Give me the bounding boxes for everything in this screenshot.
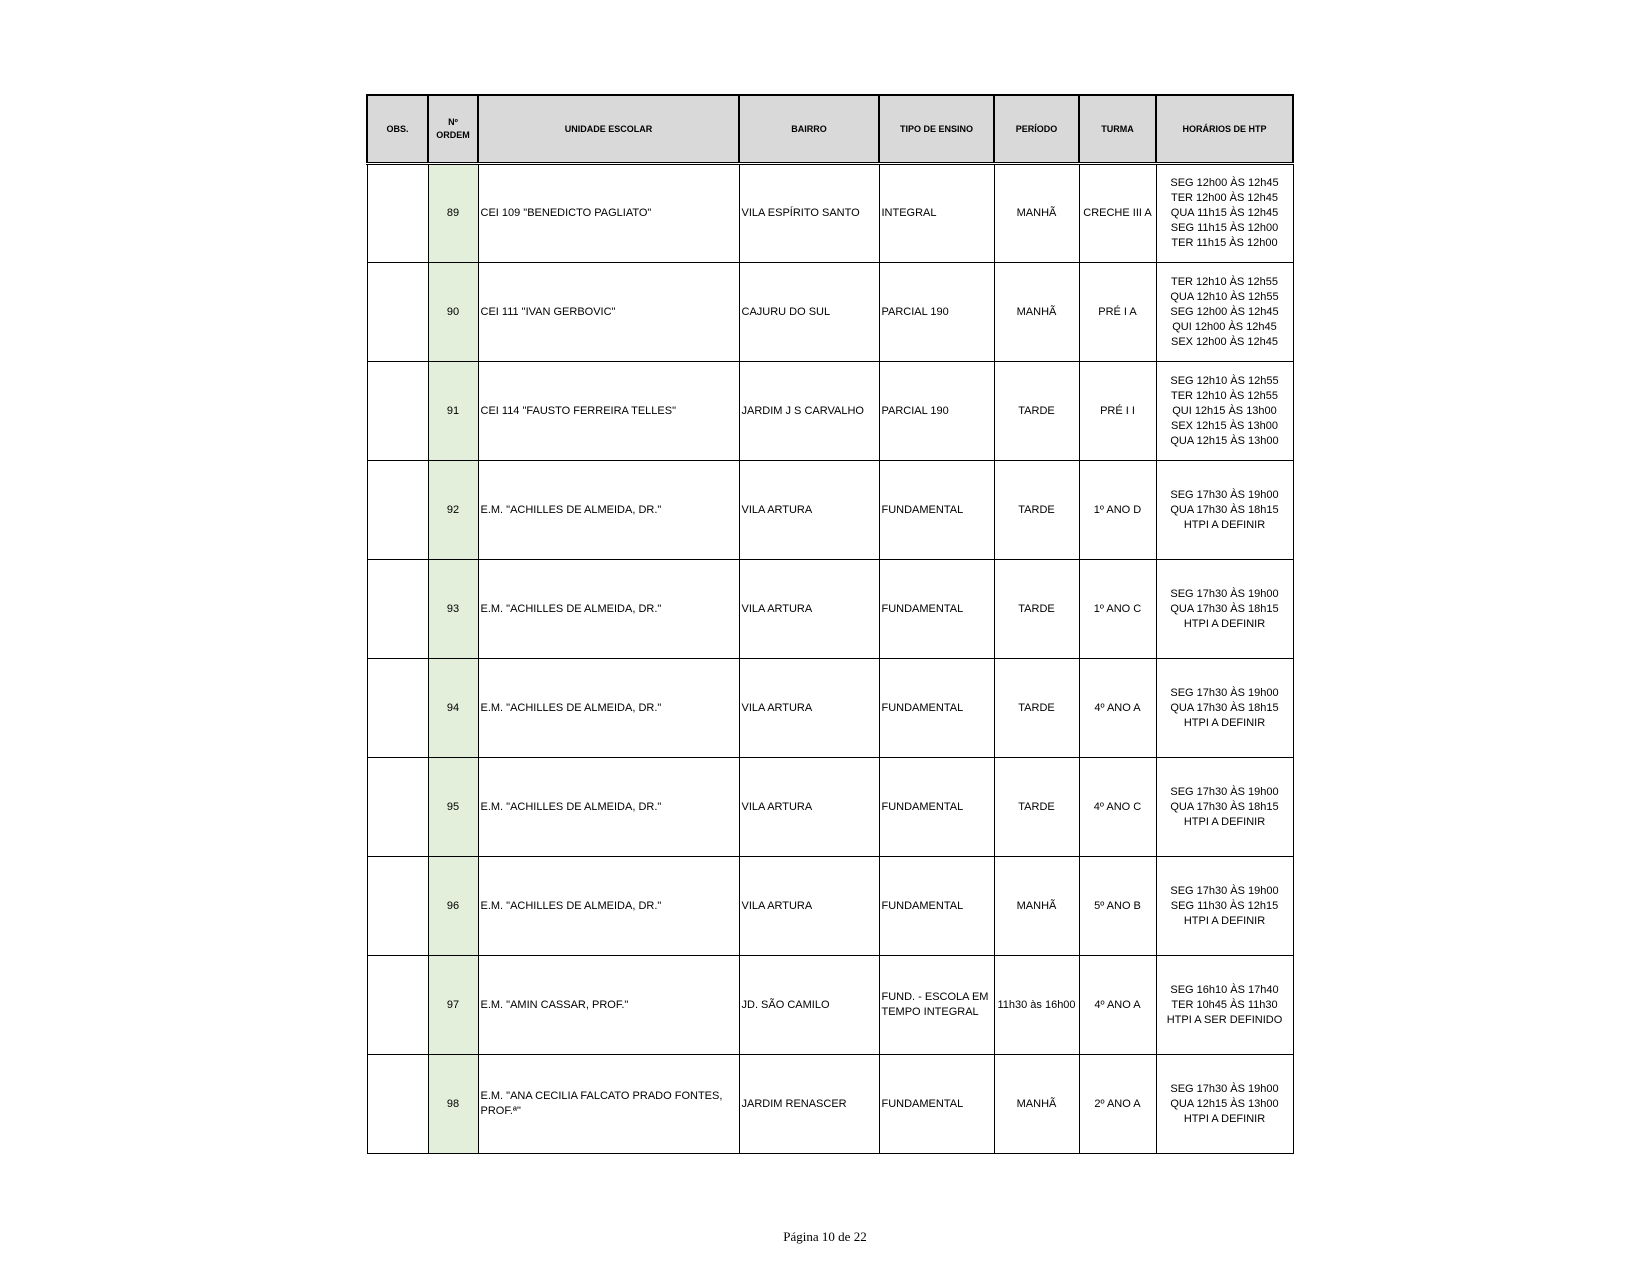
- cell-ordem: 93: [428, 560, 478, 659]
- cell-ordem: 98: [428, 1055, 478, 1154]
- cell-bairro: VILA ARTURA: [739, 560, 879, 659]
- cell-tipo: FUNDAMENTAL: [879, 659, 994, 758]
- cell-periodo: 11h30 às 16h00: [994, 956, 1079, 1055]
- cell-unidade: E.M. "ANA CECILIA FALCATO PRADO FONTES, PROF.ª": [478, 1055, 739, 1154]
- cell-tipo: FUNDAMENTAL: [879, 560, 994, 659]
- cell-bairro: JARDIM RENASCER: [739, 1055, 879, 1154]
- cell-horarios: SEG 17h30 ÀS 19h00 QUA 17h30 ÀS 18h15 HTPI A DEFINIR: [1156, 560, 1293, 659]
- cell-periodo: MANHÃ: [994, 263, 1079, 362]
- cell-unidade: E.M. "ACHILLES DE ALMEIDA, DR.": [478, 857, 739, 956]
- cell-tipo: PARCIAL 190: [879, 263, 994, 362]
- cell-bairro: VILA ARTURA: [739, 659, 879, 758]
- table-row: [367, 263, 1293, 362]
- cell-tipo: FUNDAMENTAL: [879, 758, 994, 857]
- header-turma: TURMA: [1079, 95, 1156, 164]
- cell-turma: 4º ANO A: [1079, 659, 1156, 758]
- table-row: [367, 857, 1293, 956]
- cell-unidade: CEI 114 "FAUSTO FERREIRA TELLES": [478, 362, 739, 461]
- cell-obs: [367, 1055, 428, 1154]
- cell-horarios: SEG 17h30 ÀS 19h00 SEG 11h30 ÀS 12h15 HTPI A DEFINIR: [1156, 857, 1293, 956]
- cell-obs: [367, 164, 428, 263]
- cell-turma: 4º ANO A: [1079, 956, 1156, 1055]
- table-row: [367, 560, 1293, 659]
- cell-periodo: MANHÃ: [994, 164, 1079, 263]
- cell-turma: PRÉ I A: [1079, 263, 1156, 362]
- page-footer: Página 10 de 22: [783, 1229, 867, 1244]
- cell-periodo: TARDE: [994, 659, 1079, 758]
- cell-tipo: INTEGRAL: [879, 164, 994, 263]
- cell-horarios: SEG 12h10 ÀS 12h55 TER 12h10 ÀS 12h55 QUI 12h15 ÀS 13h00 SEX 12h15 ÀS 13h00 QUA 12h15 ÀS 13h00: [1156, 362, 1293, 461]
- table-row: [367, 362, 1293, 461]
- cell-unidade: CEI 111 "IVAN GERBOVIC": [478, 263, 739, 362]
- cell-unidade: E.M. "ACHILLES DE ALMEIDA, DR.": [478, 659, 739, 758]
- cell-periodo: TARDE: [994, 362, 1079, 461]
- cell-bairro: VILA ARTURA: [739, 461, 879, 560]
- cell-unidade: E.M. "AMIN CASSAR, PROF.": [478, 956, 739, 1055]
- cell-ordem: 91: [428, 362, 478, 461]
- cell-horarios: SEG 17h30 ÀS 19h00 QUA 17h30 ÀS 18h15 HTPI A DEFINIR: [1156, 758, 1293, 857]
- cell-horarios: SEG 16h10 ÀS 17h40 TER 10h45 ÀS 11h30 HTPI A SER DEFINIDO: [1156, 956, 1293, 1055]
- header-tipo-ensino: TIPO DE ENSINO: [879, 95, 994, 164]
- cell-bairro: VILA ARTURA: [739, 758, 879, 857]
- cell-unidade: E.M. "ACHILLES DE ALMEIDA, DR.": [478, 560, 739, 659]
- cell-turma: 2º ANO A: [1079, 1055, 1156, 1154]
- cell-bairro: VILA ARTURA: [739, 857, 879, 956]
- cell-obs: [367, 758, 428, 857]
- cell-periodo: TARDE: [994, 560, 1079, 659]
- cell-obs: [367, 560, 428, 659]
- cell-turma: 1º ANO C: [1079, 560, 1156, 659]
- cell-ordem: 92: [428, 461, 478, 560]
- cell-horarios: SEG 17h30 ÀS 19h00 QUA 17h30 ÀS 18h15 HTPI A DEFINIR: [1156, 461, 1293, 560]
- cell-turma: PRÉ I I: [1079, 362, 1156, 461]
- cell-horarios: SEG 17h30 ÀS 19h00 QUA 12h15 ÀS 13h00 HTPI A DEFINIR: [1156, 1055, 1293, 1154]
- cell-tipo: FUNDAMENTAL: [879, 461, 994, 560]
- table-row: [367, 659, 1293, 758]
- cell-obs: [367, 857, 428, 956]
- cell-ordem: 90: [428, 263, 478, 362]
- cell-periodo: TARDE: [994, 461, 1079, 560]
- header-periodo: PERÍODO: [994, 95, 1079, 164]
- table-row: [367, 1055, 1293, 1154]
- cell-ordem: 96: [428, 857, 478, 956]
- table-row: [367, 758, 1293, 857]
- cell-obs: [367, 956, 428, 1055]
- header-horarios: HORÁRIOS DE HTP: [1156, 95, 1293, 164]
- table-row: [367, 956, 1293, 1055]
- cell-periodo: MANHÃ: [994, 857, 1079, 956]
- cell-unidade: E.M. "ACHILLES DE ALMEIDA, DR.": [478, 461, 739, 560]
- header-unidade-escolar: UNIDADE ESCOLAR: [478, 95, 739, 164]
- cell-turma: 5º ANO B: [1079, 857, 1156, 956]
- cell-bairro: CAJURU DO SUL: [739, 263, 879, 362]
- cell-turma: CRECHE III A: [1079, 164, 1156, 263]
- cell-ordem: 89: [428, 164, 478, 263]
- cell-ordem: 95: [428, 758, 478, 857]
- cell-ordem: 94: [428, 659, 478, 758]
- schedule-table: [366, 94, 1294, 1154]
- cell-bairro: JARDIM J S CARVALHO: [739, 362, 879, 461]
- cell-periodo: MANHÃ: [994, 1055, 1079, 1154]
- cell-horarios: SEG 17h30 ÀS 19h00 QUA 17h30 ÀS 18h15 HTPI A DEFINIR: [1156, 659, 1293, 758]
- cell-tipo: FUNDAMENTAL: [879, 1055, 994, 1154]
- cell-unidade: E.M. "ACHILLES DE ALMEIDA, DR.": [478, 758, 739, 857]
- cell-horarios: SEG 12h00 ÀS 12h45 TER 12h00 ÀS 12h45 QUA 11h15 ÀS 12h45 SEG 11h15 ÀS 12h00 TER 11h15 ÀS 12h00: [1156, 164, 1293, 263]
- cell-tipo: FUND. - ESCOLA EM TEMPO INTEGRAL: [879, 956, 994, 1055]
- cell-obs: [367, 461, 428, 560]
- table-row: [367, 461, 1293, 560]
- header-ordem: Nº ORDEM: [428, 95, 478, 164]
- cell-periodo: TARDE: [994, 758, 1079, 857]
- cell-obs: [367, 659, 428, 758]
- cell-bairro: VILA ESPÍRITO SANTO: [739, 164, 879, 263]
- header-obs: OBS.: [367, 95, 428, 164]
- cell-ordem: 97: [428, 956, 478, 1055]
- cell-turma: 1º ANO D: [1079, 461, 1156, 560]
- cell-turma: 4º ANO C: [1079, 758, 1156, 857]
- cell-obs: [367, 263, 428, 362]
- cell-tipo: FUNDAMENTAL: [879, 857, 994, 956]
- table-row: [367, 164, 1293, 263]
- cell-unidade: CEI 109 "BENEDICTO PAGLIATO": [478, 164, 739, 263]
- cell-obs: [367, 362, 428, 461]
- cell-bairro: JD. SÃO CAMILO: [739, 956, 879, 1055]
- cell-tipo: PARCIAL 190: [879, 362, 994, 461]
- cell-horarios: TER 12h10 ÀS 12h55 QUA 12h10 ÀS 12h55 SEG 12h00 ÀS 12h45 QUI 12h00 ÀS 12h45 SEX 12h00 ÀS 12h45: [1156, 263, 1293, 362]
- header-row: [367, 95, 1293, 164]
- header-bairro: BAIRRO: [739, 95, 879, 164]
